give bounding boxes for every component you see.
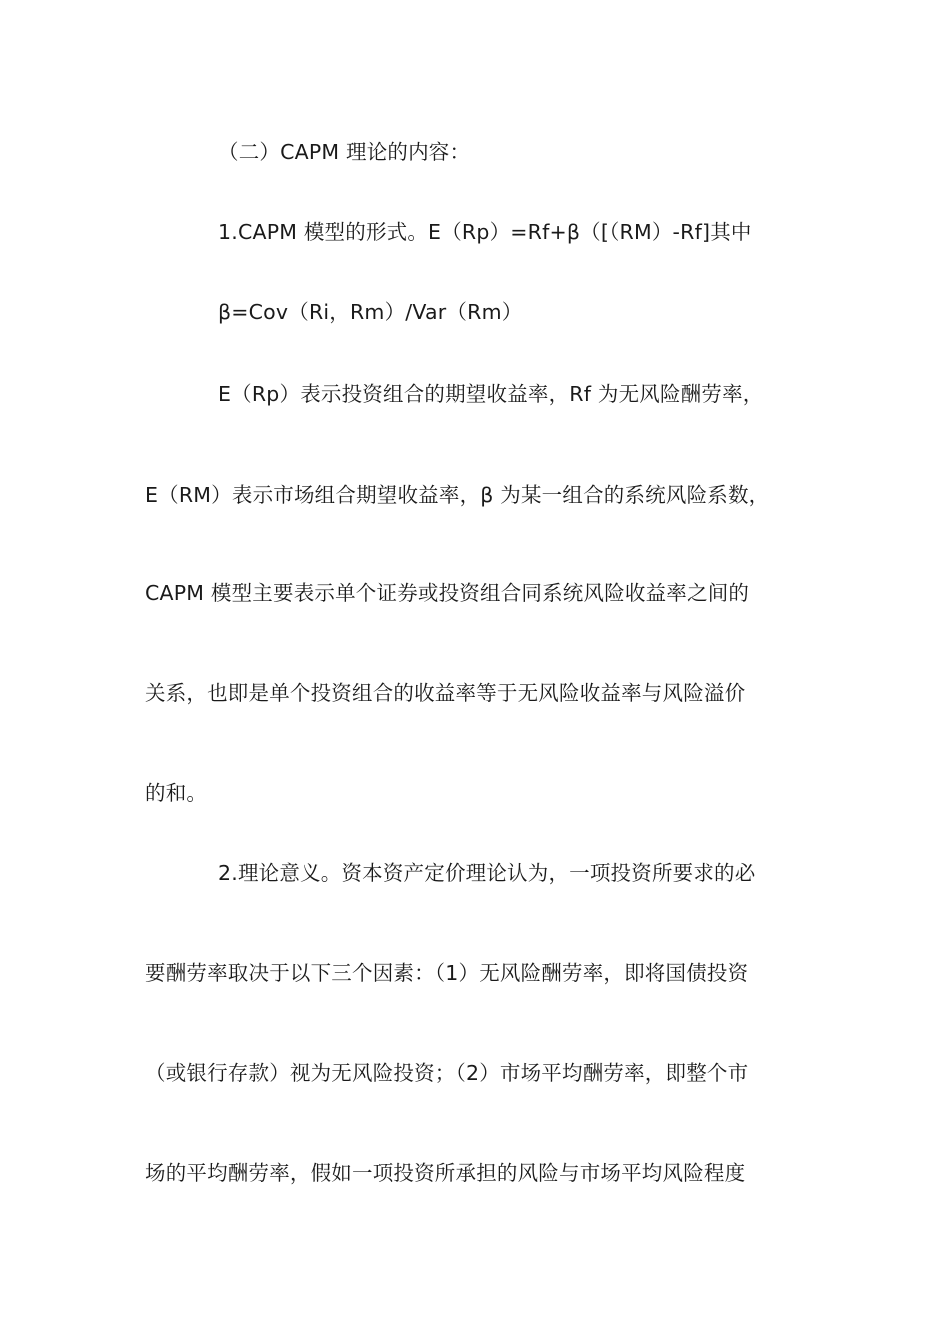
paragraph-line: 的和。 bbox=[145, 781, 208, 805]
paragraph-line: 关系，也即是单个投资组合的收益率等于无风险收益率与风险溢价 bbox=[145, 681, 746, 705]
paragraph-line: E（Rp）表示投资组合的期望收益率，Rf 为无风险酬劳率， bbox=[218, 382, 764, 406]
paragraph-line: E（RM）表示市场组合期望收益率，β 为某一组合的系统风险系数， bbox=[145, 483, 770, 507]
paragraph-line: 2.理论意义。资本资产定价理论认为，一项投资所要求的必 bbox=[218, 861, 756, 885]
section-heading: （二）CAPM 理论的内容： bbox=[218, 140, 471, 164]
paragraph-line: 要酬劳率取决于以下三个因素：（1）无风险酬劳率，即将国债投资 bbox=[145, 961, 749, 985]
paragraph-line: 场的平均酬劳率，假如一项投资所承担的风险与市场平均风险程度 bbox=[145, 1161, 746, 1185]
paragraph-line: CAPM 模型主要表示单个证券或投资组合同系统风险收益率之间的 bbox=[145, 581, 750, 605]
paragraph-line: 1.CAPM 模型的形式。E（Rp）=Rf+β（[（RM）-Rf]其中 bbox=[218, 220, 752, 244]
paragraph-line: β=Cov（Ri，Rm）/Var（Rm） bbox=[218, 300, 523, 324]
paragraph-line: （或银行存款）视为无风险投资；（2）市场平均酬劳率，即整个市 bbox=[145, 1061, 749, 1085]
